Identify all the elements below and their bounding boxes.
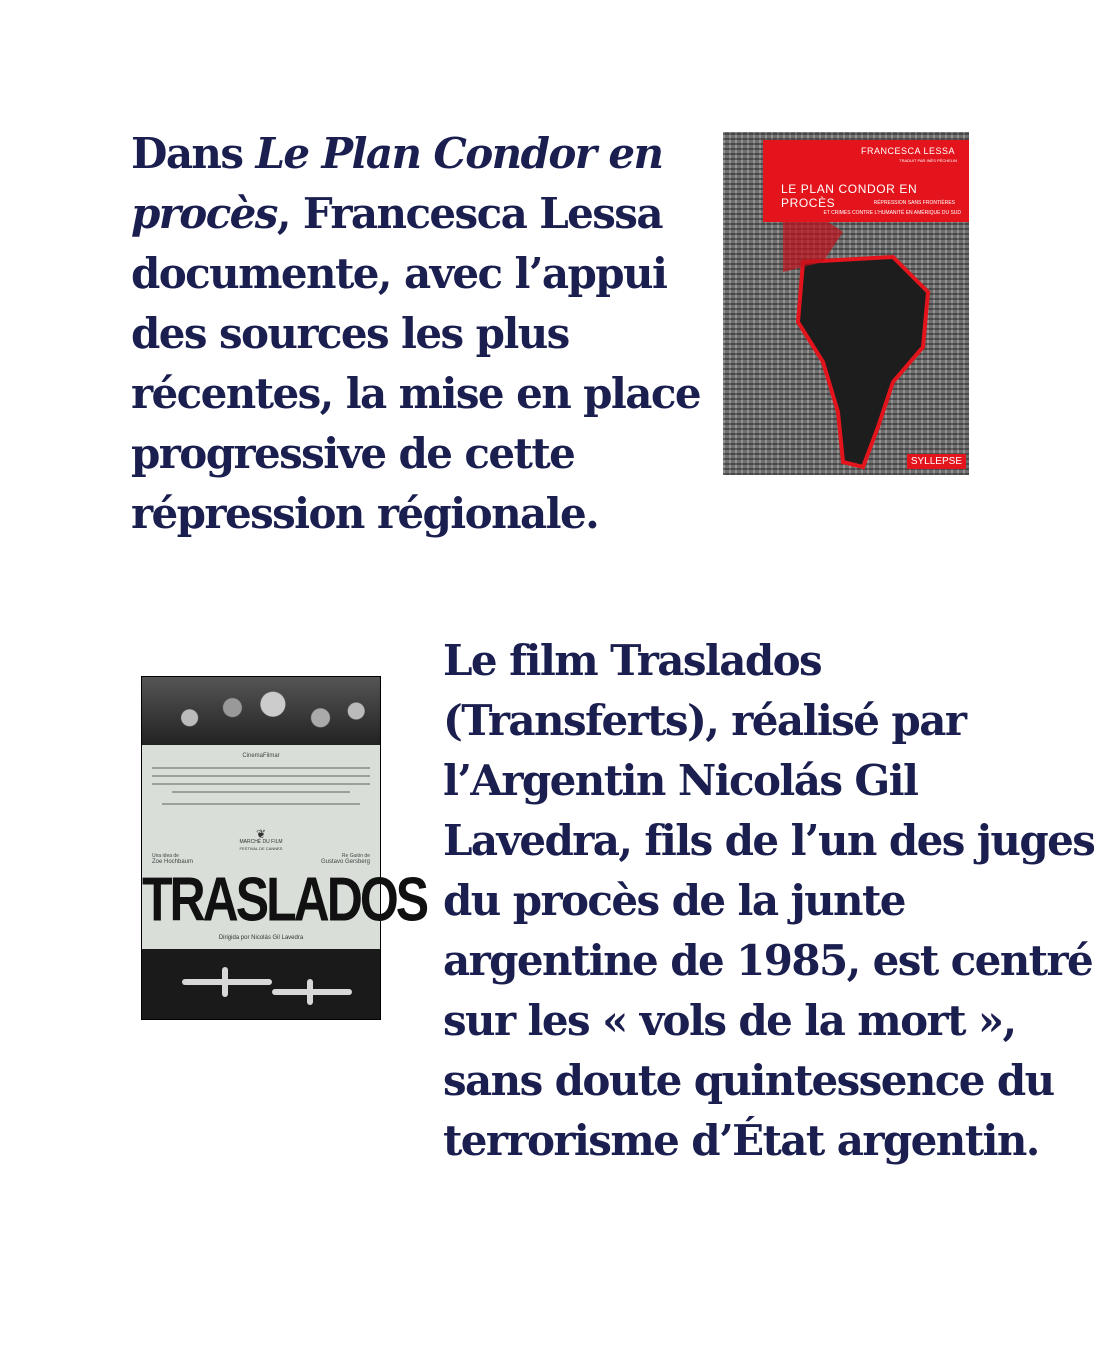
text-run: , Francesca Lessa (276, 189, 662, 238)
text-line: (Transferts), réalisé par (443, 696, 966, 745)
cover-title-box (763, 140, 969, 222)
text-line: argentine de 1985, est centré (443, 936, 1093, 985)
text-line: l’Argentin Nicolás Gil (443, 756, 918, 805)
text-run: récentes, la mise en place (131, 369, 700, 418)
poster-festival: FESTIVAL DE CANNES (239, 846, 283, 851)
text-line (131, 304, 691, 364)
poster-credit-left-role: Una idea de (152, 853, 179, 859)
text-line: terrorisme d’État argentin. (443, 1116, 1039, 1165)
south-america-map-icon (783, 252, 933, 472)
cover-author: FRANCESCA LESSA (860, 146, 955, 156)
poster-credit-right-name: Gustavo Gersberg (320, 859, 370, 865)
book-title-italic: procès (131, 189, 277, 238)
plane-icon (307, 979, 313, 1005)
poster-producer: CinemaFilmar (242, 753, 280, 759)
poster-credits-line (152, 783, 370, 785)
poster-credits-line (152, 767, 370, 769)
poster-planes-photo (142, 949, 380, 1019)
poster-credits-line (172, 791, 350, 793)
text-line: Lavedra, fils de l’un des juges (443, 816, 1094, 865)
poster-marche: MARCHÉ DU FILM (239, 839, 283, 845)
text-run: documente, avec l’appui (131, 249, 667, 298)
text-line: du procès de la junte (443, 876, 905, 925)
poster-crowd-photo (142, 677, 380, 745)
plane-icon (222, 967, 228, 997)
text-run: des sources les plus (131, 309, 569, 358)
text-line (131, 244, 691, 304)
poster-title: TRASLADOS (142, 864, 427, 935)
text-line: Le film Traslados (443, 636, 822, 685)
cover-tagline-2: ET CRIMES CONTRE L'HUMANITÉ EN AMÉRIQUE DU SUD (823, 210, 961, 216)
text-run: progressive de cette (131, 429, 575, 478)
text-run: répression régionale. (131, 489, 599, 538)
cover-subline: TRADUIT PAR INÈS PÉCHELIN (899, 158, 957, 163)
cannes-palm-icon: ❦ (255, 827, 267, 841)
poster-credit-right-role: Re Guión de (341, 853, 370, 859)
text-line (131, 184, 691, 244)
text-line: sur les « vols de la mort », (443, 996, 1016, 1045)
text-line (131, 364, 700, 424)
cover-title: LE PLAN CONDOR EN PROCÈS (781, 182, 918, 210)
text-line: sans doute quintessence du (443, 1056, 1054, 1105)
book-title-italic: Le Plan Condor en (255, 129, 663, 178)
poster-credit-left-name: Zoe Hochbaum (152, 859, 194, 865)
poster-director: Dirigida por Nicolás Gil Lavedra (218, 935, 304, 941)
book-cover-image (723, 132, 969, 475)
poster-credits-line (152, 775, 370, 777)
text-line (131, 124, 691, 184)
paragraph-book (131, 124, 700, 544)
text-run: Dans (131, 129, 256, 178)
text-line (131, 484, 691, 544)
cover-tagline-1: RÉPRESSION SANS FRONTIÈRES (873, 200, 955, 206)
film-poster-image (141, 676, 427, 1020)
poster-logos-line (162, 803, 360, 805)
paragraph-film (443, 631, 1094, 1171)
cover-publisher: SYLLEPSE (907, 454, 966, 469)
text-line (131, 424, 691, 484)
